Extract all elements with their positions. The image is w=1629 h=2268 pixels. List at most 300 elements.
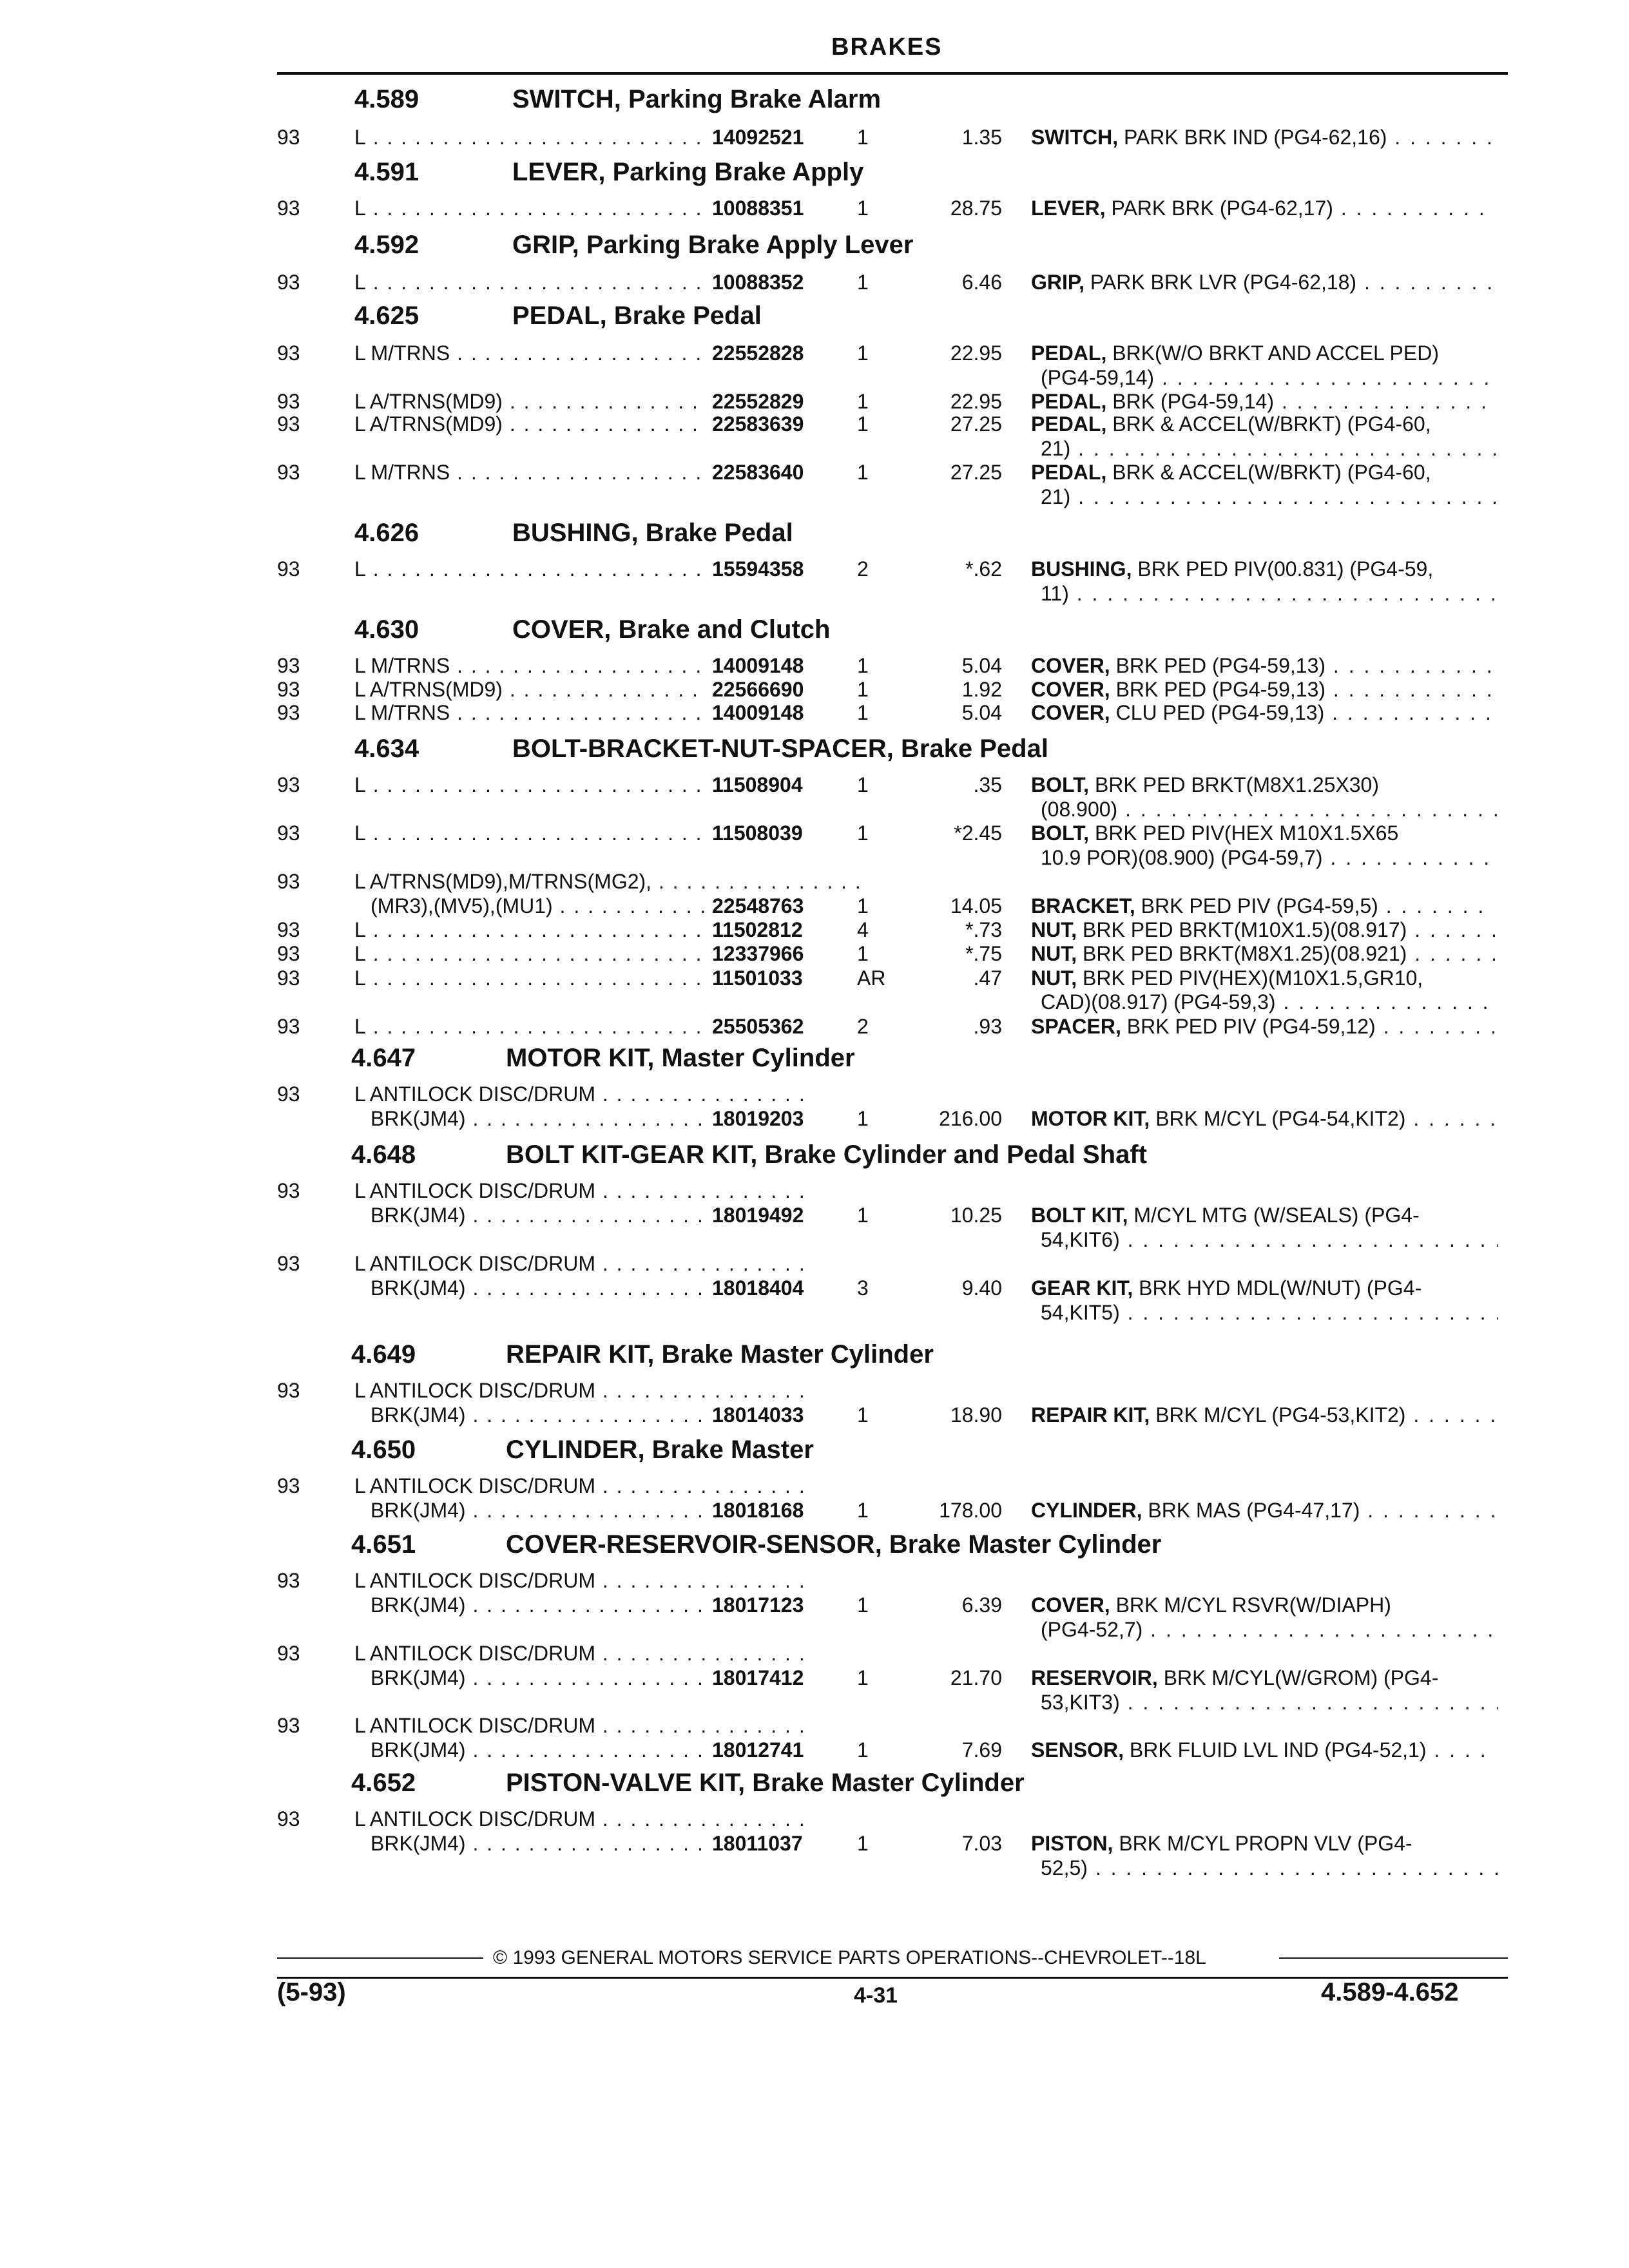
part-row [0, 1807, 1629, 1833]
section-title: COVER-RESERVOIR-SENSOR, Brake Master Cylinder [506, 1530, 1162, 1559]
part-number: 18019492 [712, 1204, 804, 1227]
section-number: 4.625 [354, 302, 419, 330]
part-name: BRK M/CYL (PG4-54,KIT2) [1150, 1107, 1406, 1130]
part-name: BRK PED BRKT(M8X1.25X30) [1089, 773, 1379, 796]
part-number: 10088352 [712, 271, 804, 294]
quantity: 1 [857, 678, 869, 701]
section-title: BOLT KIT-GEAR KIT, Brake Cylinder and Pedal Shaft [506, 1140, 1147, 1169]
section-title: SWITCH, Parking Brake Alarm [512, 85, 882, 113]
part-row-continuation [0, 1832, 1629, 1858]
application: L M/TRNS . . . [354, 654, 702, 678]
noun-name [1031, 966, 1495, 990]
part-row-continuation [0, 894, 1629, 920]
section-number: 4.626 [354, 519, 419, 547]
part-row [0, 1082, 1629, 1108]
name-continuation: (PG4-52,7) . . . [1041, 1618, 1498, 1642]
application: L . . . [354, 557, 702, 581]
part-row-continuation [0, 1738, 1629, 1764]
section-title: PEDAL, Brake Pedal [512, 302, 762, 330]
part-row [0, 1642, 1629, 1667]
part-name: BRK M/CYL (PG4-53,KIT2) [1150, 1403, 1406, 1427]
noun: COVER, [1031, 701, 1110, 724]
application: L M/TRNS . . . [354, 461, 702, 485]
part-row [0, 1179, 1629, 1205]
section-title: BUSHING, Brake Pedal [512, 519, 793, 547]
part-row-continuation [0, 798, 1629, 823]
noun: NUT, [1031, 942, 1077, 965]
section-title: MOTOR KIT, Master Cylinder [506, 1044, 855, 1072]
year: 93 [277, 654, 300, 677]
price: .35 [973, 773, 1002, 796]
noun: CYLINDER, [1031, 1499, 1142, 1522]
year: 93 [277, 412, 300, 436]
application: L ANTILOCK DISC/DRUM . . . [354, 1714, 805, 1738]
header-rule [277, 72, 1508, 75]
section-number: 4.592 [354, 231, 419, 259]
price: 22.95 [950, 341, 1002, 365]
part-name: PARK BRK (PG4-62,17) [1105, 197, 1333, 220]
application: L ANTILOCK DISC/DRUM . . . [354, 1642, 805, 1666]
quantity: 1 [857, 1107, 869, 1130]
part-row [0, 197, 1629, 222]
noun: SENSOR, [1031, 1738, 1124, 1762]
part-row [0, 966, 1629, 992]
application: L ANTILOCK DISC/DRUM . . . [354, 1807, 805, 1831]
year: 93 [277, 1642, 300, 1665]
noun: REPAIR KIT, [1031, 1403, 1150, 1427]
part-number: 15594358 [712, 557, 804, 581]
year: 93 [277, 773, 300, 796]
price: 6.46 [961, 271, 1002, 294]
year: 93 [277, 701, 300, 724]
application-continuation: BRK(JM4) . . . [371, 1204, 706, 1227]
part-name: BRK PED BRKT(M10X1.5)(08.917) [1077, 918, 1407, 941]
application: L . . . [354, 966, 702, 990]
section-number: 4.651 [351, 1530, 416, 1559]
application: L A/TRNS(MD9) . . . [354, 390, 702, 414]
noun: BOLT, [1031, 822, 1090, 845]
application: L ANTILOCK DISC/DRUM . . . [354, 1474, 805, 1498]
part-row-continuation [0, 1691, 1629, 1716]
quantity: 4 [857, 918, 869, 941]
application: L A/TRNS(MD9) . . . [354, 678, 702, 702]
noun-name [1031, 822, 1495, 845]
noun: GEAR KIT, [1031, 1276, 1133, 1300]
part-row [0, 412, 1629, 438]
part-name: BRK PED (PG4-59,13) [1110, 654, 1326, 677]
noun-name [1031, 271, 1495, 294]
part-row [0, 557, 1629, 583]
part-name: CLU PED (PG4-59,13) [1110, 701, 1325, 724]
footer-rule-right [1279, 1957, 1508, 1959]
application: L ANTILOCK DISC/DRUM . . . [354, 1252, 805, 1276]
part-name: BRK PED PIV(HEX)(M10X1.5,GR10, [1077, 966, 1423, 990]
year: 93 [277, 197, 300, 220]
price: *.62 [965, 557, 1002, 581]
application-continuation: BRK(JM4) . . . [371, 1107, 706, 1131]
part-name: BRK PED PIV (PG4-59,5) [1135, 894, 1378, 918]
noun: NUT, [1031, 918, 1077, 941]
noun-name [1031, 1015, 1495, 1039]
part-name: BRK PED PIV(HEX M10X1.5X65 [1089, 822, 1399, 845]
quantity: 1 [857, 822, 869, 845]
part-name: BRK (PG4-59,14) [1106, 390, 1274, 413]
part-number: 22552829 [712, 390, 804, 413]
part-number: 18018404 [712, 1276, 804, 1300]
noun: BOLT KIT, [1031, 1204, 1128, 1227]
year: 93 [277, 942, 300, 965]
noun: LEVER, [1031, 197, 1106, 220]
part-name: BRK M/CYL(W/GROM) (PG4- [1157, 1666, 1439, 1689]
noun-name [1031, 1276, 1495, 1300]
part-number: 11508039 [712, 822, 803, 845]
noun: SPACER, [1031, 1015, 1121, 1038]
quantity: 1 [857, 894, 869, 918]
section-range: 4.589-4.652 [1321, 1978, 1459, 2006]
section-title: CYLINDER, Brake Master [506, 1436, 814, 1464]
noun: PEDAL, [1031, 390, 1107, 413]
quantity: 1 [857, 1499, 869, 1522]
year: 93 [277, 1082, 300, 1106]
application-continuation: BRK(JM4) . . . [371, 1593, 706, 1617]
part-row-continuation [0, 1666, 1629, 1692]
section-number: 4.652 [351, 1769, 416, 1797]
application: L ANTILOCK DISC/DRUM . . . [354, 1379, 805, 1403]
section-title: LEVER, Parking Brake Apply [512, 158, 864, 186]
part-name: BRK M/CYL PROPN VLV (PG4- [1113, 1832, 1412, 1855]
part-row-continuation [0, 846, 1629, 872]
price: 7.03 [961, 1832, 1002, 1855]
part-number: 14009148 [712, 654, 804, 677]
price: 216.00 [939, 1107, 1002, 1130]
section-title: PISTON-VALVE KIT, Brake Master Cylinder [506, 1769, 1025, 1797]
part-row [0, 1569, 1629, 1595]
part-name: PARK BRK LVR (PG4-62,18) [1084, 271, 1357, 294]
part-row-continuation [0, 437, 1629, 463]
quantity: 1 [857, 1403, 869, 1427]
price: 6.39 [961, 1593, 1002, 1617]
revision-date: (5-93) [277, 1978, 346, 2006]
footer-rule-left [277, 1957, 483, 1959]
quantity: 1 [857, 1666, 869, 1689]
part-number: 22548763 [712, 894, 804, 918]
part-row [0, 1015, 1629, 1041]
application-continuation: BRK(JM4) . . . [371, 1276, 706, 1300]
part-row-continuation [0, 485, 1629, 511]
noun-name [1031, 390, 1495, 414]
quantity: 1 [857, 412, 869, 436]
noun-name [1031, 773, 1495, 797]
noun: PEDAL, [1031, 341, 1107, 365]
part-name: BRK PED PIV (PG4-59,12) [1121, 1015, 1376, 1038]
part-row-continuation [0, 1204, 1629, 1229]
noun: BOLT, [1031, 773, 1090, 796]
price: 21.70 [950, 1666, 1002, 1689]
part-row [0, 1714, 1629, 1740]
part-name: BRK PED (PG4-59,13) [1110, 678, 1326, 701]
application: L . . . [354, 822, 702, 845]
application: L ANTILOCK DISC/DRUM . . . [354, 1082, 805, 1106]
part-number: 18017412 [712, 1666, 804, 1689]
quantity: 1 [857, 773, 869, 796]
noun-name [1031, 557, 1495, 581]
noun-name [1031, 1204, 1495, 1227]
quantity: 1 [857, 271, 869, 294]
part-name: BRK PED BRKT(M8X1.25)(08.921) [1077, 942, 1407, 965]
price: *2.45 [954, 822, 1002, 845]
year: 93 [277, 271, 300, 294]
part-number: 18012741 [712, 1738, 804, 1762]
part-name: BRK(W/O BRKT AND ACCEL PED) [1106, 341, 1439, 365]
noun-name [1031, 1499, 1495, 1523]
name-continuation: 53,KIT3) . . . [1041, 1691, 1498, 1715]
section-number: 4.647 [351, 1044, 416, 1072]
quantity: 2 [857, 557, 869, 581]
section-title: REPAIR KIT, Brake Master Cylinder [506, 1340, 934, 1369]
part-row-continuation [0, 1856, 1629, 1882]
part-number: 22552828 [712, 341, 804, 365]
noun: BRACKET, [1031, 894, 1135, 918]
price: 18.90 [950, 1403, 1002, 1427]
year: 93 [277, 390, 300, 413]
year: 93 [277, 1714, 300, 1737]
year: 93 [277, 678, 300, 701]
part-number: 14009148 [712, 701, 804, 724]
year: 93 [277, 1569, 300, 1592]
noun: MOTOR KIT, [1031, 1107, 1150, 1130]
part-row [0, 654, 1629, 680]
price: 27.25 [950, 412, 1002, 436]
name-continuation: 21) . . . [1041, 437, 1498, 461]
name-continuation: 11) . . . [1041, 582, 1498, 606]
price: .93 [973, 1015, 1002, 1038]
part-number: 22583640 [712, 461, 804, 484]
noun-name [1031, 341, 1495, 365]
part-row [0, 1474, 1629, 1500]
part-row-continuation [0, 582, 1629, 608]
application: L ANTILOCK DISC/DRUM . . . [354, 1569, 805, 1593]
noun-name [1031, 942, 1495, 966]
section-number: 4.591 [354, 158, 419, 186]
part-row [0, 341, 1629, 367]
part-number: 18018168 [712, 1499, 804, 1522]
part-number: 22566690 [712, 678, 804, 701]
part-number: 18011037 [712, 1832, 803, 1855]
price: 7.69 [961, 1738, 1002, 1762]
year: 93 [277, 126, 300, 149]
application: L . . . [354, 197, 702, 220]
noun: COVER, [1031, 678, 1110, 701]
quantity: 1 [857, 126, 869, 149]
price: 5.04 [961, 654, 1002, 677]
year: 93 [277, 1807, 300, 1831]
noun: COVER, [1031, 654, 1110, 677]
name-continuation: (PG4-59,14) . . . [1041, 366, 1498, 390]
part-row-continuation [0, 1618, 1629, 1644]
page-title: BRAKES [831, 34, 943, 61]
quantity: 2 [857, 1015, 869, 1038]
name-continuation: 10.9 POR)(08.900) (PG4-59,7) . . . [1041, 846, 1498, 870]
part-number: 18014033 [712, 1403, 804, 1427]
quantity: 1 [857, 197, 869, 220]
quantity: 1 [857, 1593, 869, 1617]
part-row [0, 942, 1629, 968]
part-row [0, 271, 1629, 296]
noun-name [1031, 412, 1495, 436]
price: 10.25 [950, 1204, 1002, 1227]
year: 93 [277, 870, 300, 893]
year: 93 [277, 557, 300, 581]
part-row [0, 126, 1629, 151]
noun-name [1031, 894, 1495, 918]
part-number: 10088351 [712, 197, 804, 220]
part-row [0, 1252, 1629, 1278]
name-continuation: 54,KIT6) . . . [1041, 1228, 1498, 1252]
application: L A/TRNS(MD9),M/TRNS(MG2), . . . [354, 870, 870, 894]
application: L . . . [354, 1015, 702, 1039]
part-number: 11508904 [712, 773, 803, 796]
year: 93 [277, 918, 300, 941]
application: L M/TRNS . . . [354, 701, 702, 725]
section-number: 4.650 [351, 1436, 416, 1464]
application: L ANTILOCK DISC/DRUM . . . [354, 1179, 805, 1203]
price: *.75 [965, 942, 1002, 965]
part-row [0, 390, 1629, 416]
part-number: 25505362 [712, 1015, 804, 1038]
part-row [0, 822, 1629, 847]
part-name: BRK M/CYL RSVR(W/DIAPH) [1110, 1593, 1391, 1617]
noun: PEDAL, [1031, 461, 1107, 484]
section-number: 4.630 [354, 615, 419, 644]
copyright-notice: © 1993 GENERAL MOTORS SERVICE PARTS OPERATIONS--CHEVROLET--18L [493, 1947, 1206, 1968]
noun: NUT, [1031, 966, 1077, 990]
year: 93 [277, 822, 300, 845]
part-row-continuation [0, 1107, 1629, 1133]
part-name: BRK & ACCEL(W/BRKT) (PG4-60, [1106, 412, 1431, 436]
year: 93 [277, 1179, 300, 1202]
section-title: BOLT-BRACKET-NUT-SPACER, Brake Pedal [512, 735, 1048, 763]
noun-name [1031, 918, 1495, 942]
price: 9.40 [961, 1276, 1002, 1300]
price: 1.35 [961, 126, 1002, 149]
application: L . . . [354, 271, 702, 294]
part-row-continuation [0, 1499, 1629, 1524]
noun: PISTON, [1031, 1832, 1113, 1855]
quantity: 1 [857, 1204, 869, 1227]
part-row-continuation [0, 1403, 1629, 1429]
noun-name [1031, 701, 1495, 725]
section-number: 4.634 [354, 735, 419, 763]
noun: PEDAL, [1031, 412, 1107, 436]
year: 93 [277, 1252, 300, 1275]
application: L . . . [354, 126, 702, 149]
part-name: BRK HYD MDL(W/NUT) (PG4- [1133, 1276, 1422, 1300]
price: 178.00 [939, 1499, 1002, 1522]
quantity: AR [857, 966, 886, 990]
noun: SWITCH, [1031, 126, 1119, 149]
part-row-continuation [0, 1593, 1629, 1619]
application: L . . . [354, 773, 702, 797]
page-number: 4-31 [854, 1983, 898, 2008]
price: 1.92 [961, 678, 1002, 701]
year: 93 [277, 1379, 300, 1402]
quantity: 1 [857, 1832, 869, 1855]
noun-name [1031, 1593, 1495, 1617]
section-number: 4.648 [351, 1140, 416, 1169]
application: L . . . [354, 918, 702, 942]
part-name: BRK MAS (PG4-47,17) [1142, 1499, 1360, 1522]
noun-name [1031, 461, 1495, 485]
part-row [0, 678, 1629, 704]
quantity: 1 [857, 942, 869, 965]
quantity: 1 [857, 701, 869, 724]
noun-name [1031, 1738, 1495, 1762]
noun-name [1031, 678, 1495, 702]
name-continuation: CAD)(08.917) (PG4-59,3) . . . [1041, 990, 1498, 1014]
part-name: BRK & ACCEL(W/BRKT) (PG4-60, [1106, 461, 1431, 484]
price: 28.75 [950, 197, 1002, 220]
part-row-continuation [0, 366, 1629, 392]
application: L . . . [354, 942, 702, 966]
part-row-continuation [0, 1276, 1629, 1302]
year: 93 [277, 966, 300, 990]
part-row [0, 701, 1629, 727]
quantity: 3 [857, 1276, 869, 1300]
noun-name [1031, 126, 1495, 149]
application-continuation: BRK(JM4) . . . [371, 1499, 706, 1523]
section-title: COVER, Brake and Clutch [512, 615, 831, 644]
noun-name [1031, 197, 1495, 220]
name-continuation: (08.900) . . . [1041, 798, 1498, 822]
quantity: 1 [857, 461, 869, 484]
noun-name [1031, 654, 1495, 678]
part-number: 18019203 [712, 1107, 804, 1130]
part-row [0, 870, 1629, 896]
part-row [0, 918, 1629, 944]
price: 22.95 [950, 390, 1002, 413]
part-name: PARK BRK IND (PG4-62,16) [1118, 126, 1387, 149]
quantity: 1 [857, 654, 869, 677]
application-continuation: BRK(JM4) . . . [371, 1403, 706, 1427]
noun-name [1031, 1832, 1495, 1856]
part-number: 22583639 [712, 412, 804, 436]
quantity: 1 [857, 390, 869, 413]
part-row-continuation [0, 1228, 1629, 1254]
year: 93 [277, 341, 300, 365]
name-continuation: 52,5) . . . [1041, 1856, 1498, 1880]
part-row [0, 461, 1629, 486]
noun-name [1031, 1107, 1495, 1131]
application: L M/TRNS . . . [354, 341, 702, 365]
part-name: BRK FLUID LVL IND (PG4-52,1) [1124, 1738, 1427, 1762]
part-number: 12337966 [712, 942, 804, 965]
quantity: 1 [857, 1738, 869, 1762]
part-name: M/CYL MTG (W/SEALS) (PG4- [1128, 1204, 1420, 1227]
section-number: 4.589 [354, 85, 419, 113]
name-continuation: 54,KIT5) . . . [1041, 1301, 1498, 1325]
price: 14.05 [950, 894, 1002, 918]
application: L A/TRNS(MD9) . . . [354, 412, 702, 436]
noun: BUSHING, [1031, 557, 1132, 581]
price: 27.25 [950, 461, 1002, 484]
year: 93 [277, 461, 300, 484]
noun: RESERVOIR, [1031, 1666, 1158, 1689]
price: 5.04 [961, 701, 1002, 724]
noun-name [1031, 1666, 1495, 1690]
part-row-continuation [0, 990, 1629, 1016]
part-row-continuation [0, 1301, 1629, 1327]
part-name: BRK PED PIV(00.831) (PG4-59, [1132, 557, 1434, 581]
